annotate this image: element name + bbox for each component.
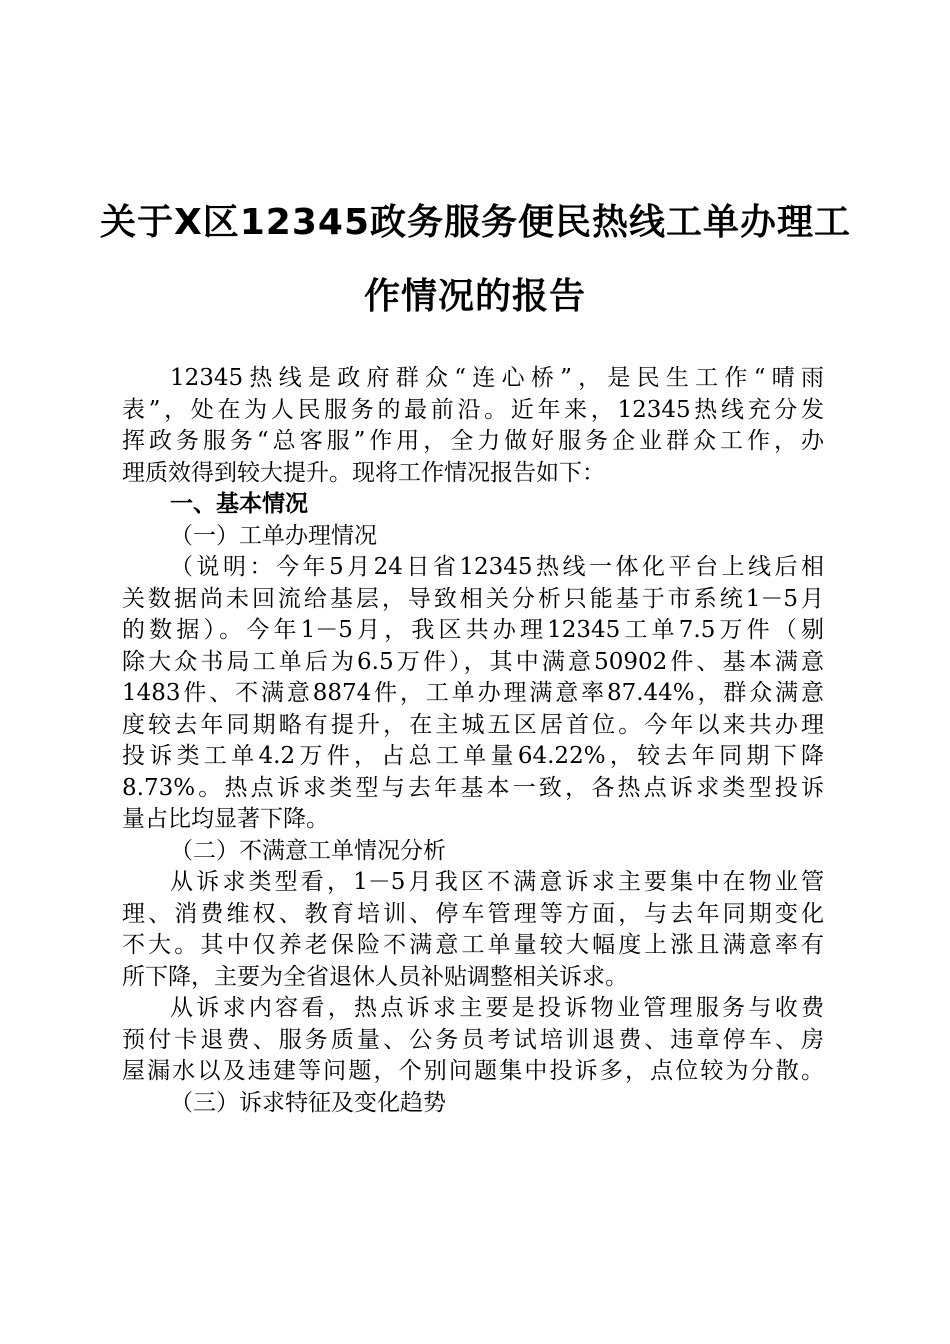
paragraph-line: 不大。其中仅养老保险不满意工单量较大幅度上涨且满意率有 [122, 932, 824, 958]
paragraph-line: 量占比均显著下降。 [122, 806, 329, 832]
paragraph-line: 预付卡退费、服务质量、公务员考试培训退费、违章停车、房 [122, 1026, 824, 1053]
paragraph-line: 理、消费维权、教育培训、停车管理等方面，与去年同期变化 [122, 900, 824, 927]
paragraph-line: 表”，处在为人民服务的最前沿。近年来，12345热线充分发 [122, 396, 824, 423]
paragraph-line: 所下降，主要为全省退休人员补贴调整相关诉求。 [122, 963, 628, 990]
paragraph-line: 从诉求类型看，1－5月我区不满意诉求主要集中在物业管 [170, 869, 824, 895]
paragraph-line: 的数据）。今年1－5月，我区共办理12345工单7.5万件（剔 [122, 617, 824, 643]
paragraph-line: 屋漏水以及违建等问题，个别问题集中投诉多，点位较为分散。 [122, 1058, 824, 1084]
subsection-heading-1: （一）工单办理情况 [170, 522, 377, 549]
paragraph-line: 挥政务服务“总客服”作用，全力做好服务企业群众工作，办 [122, 428, 824, 454]
paragraph-line: 理质效得到较大提升。现将工作情况报告如下： [122, 459, 605, 486]
paragraph-line: 度较去年同期略有提升，在主城五区居首位。今年以来共办理 [122, 711, 824, 738]
paragraph-line: （说明：今年5月24日省12345热线一体化平台上线后相 [170, 554, 824, 580]
complaint-type-paragraph [122, 867, 824, 993]
complaint-content-paragraph [122, 993, 824, 1088]
paragraph-line: 1483件、不满意8874件，工单办理满意率87.44%，群众满意 [122, 680, 824, 706]
paragraph-line: 从诉求内容看，热点诉求主要是投诉物业管理服务与收费 [170, 995, 824, 1021]
subsection-heading-3: （三）诉求特征及变化趋势 [170, 1089, 446, 1116]
work-order-paragraph [122, 552, 824, 836]
paragraph-line: 投诉类工单4.2万件，占总工单量64.22%，较去年同期下降 [122, 743, 824, 769]
document-title-line-2: 作情况的报告 [363, 276, 586, 317]
paragraph-line: 除大众书局工单后为6.5万件），其中满意50902件、基本满意 [122, 648, 824, 675]
intro-paragraph [122, 363, 824, 489]
document-body [122, 363, 824, 1119]
document-title-line-1: 关于X区12345政务服务便民热线工单办理工 [100, 202, 852, 243]
paragraph-line: 8.73%。热点诉求类型与去年基本一致，各热点诉求类型投诉 [122, 774, 824, 801]
section-heading-basic: 一、基本情况 [170, 491, 308, 517]
paragraph-line: 关数据尚未回流给基层，导致相关分析只能基于市系统1－5月 [122, 585, 824, 612]
paragraph-line: 12345热线是政府群众“连心桥”，是民生工作“晴雨 [170, 365, 824, 391]
subsection-heading-2: （二）不满意工单情况分析 [170, 837, 446, 864]
